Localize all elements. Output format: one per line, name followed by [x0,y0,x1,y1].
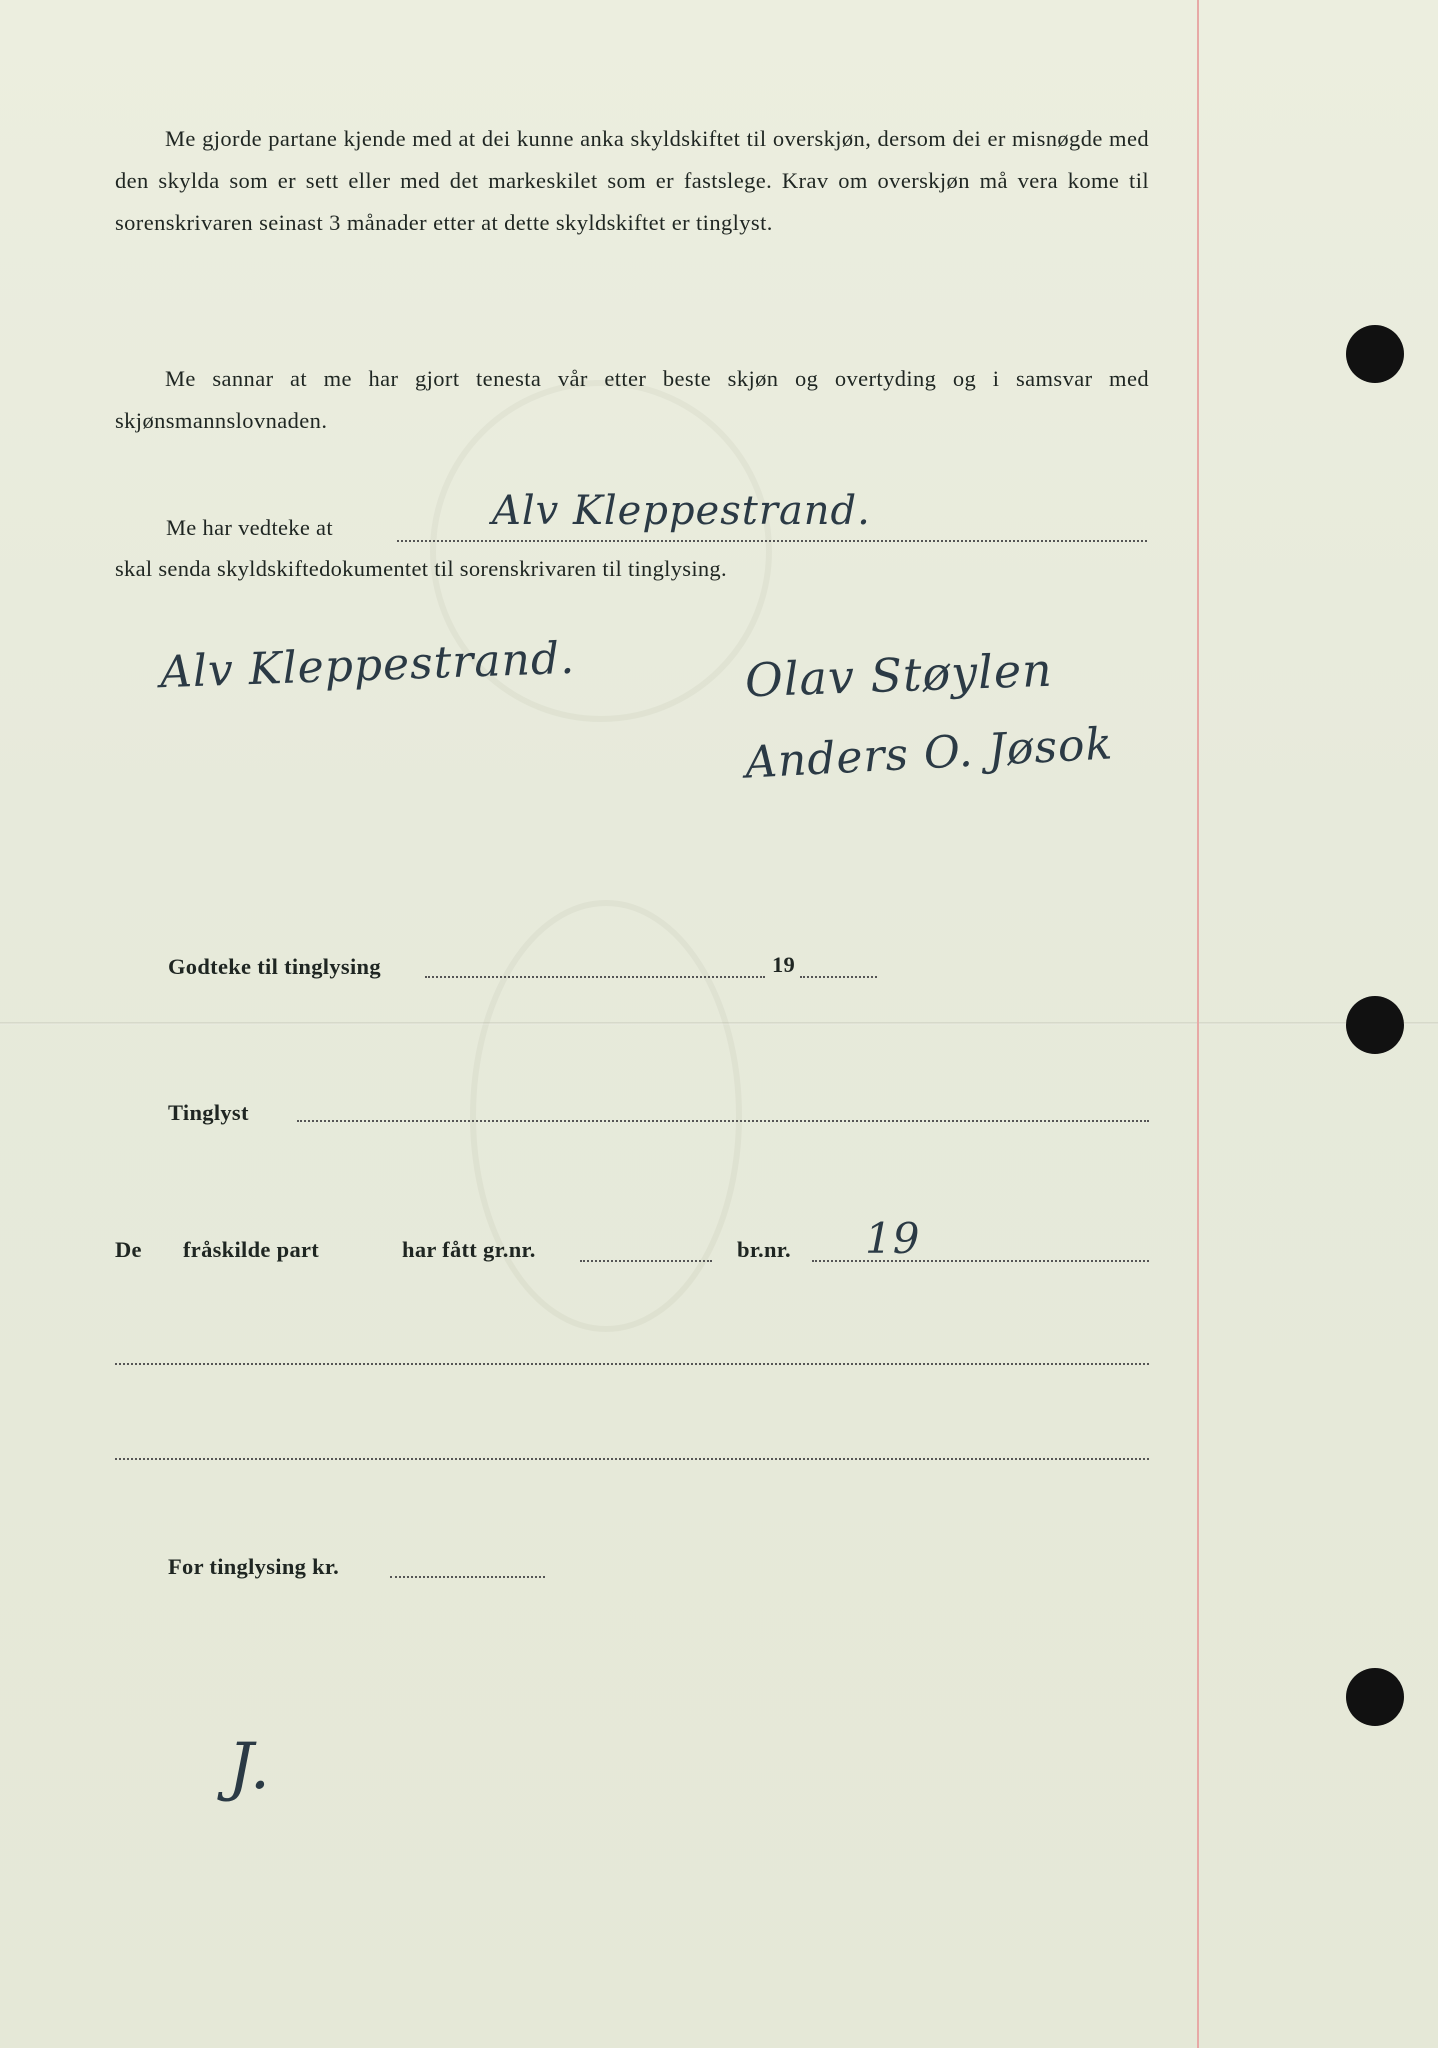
red-margin-line [1197,0,1199,2048]
appeal-notice-text: Me gjorde partane kjende med at dei kunne anka skyldskiftet til overskjøn, dersom dei er misnøgde med den skylda som er sett eller med det markeskilet som er fastslege. Krav om overskjøn må vera kome til sorenskrivaren seinast 3 månader etter at dette skyldskiftet er tinglyst. [115,126,1149,235]
oath-text: Me sannar at me har gjort tenesta vår etter beste skjøn og overtyding og i samsvar med skjønsmannslovnaden. [115,366,1149,433]
punch-hole [1346,1668,1404,1726]
tinglyst-dotted-line [297,1120,1149,1122]
vedteke-dotted-line [397,540,1147,542]
godteke-year: 19 [772,952,796,977]
punch-hole [1346,325,1404,383]
fraskilde-part: fråskilde part [183,1237,320,1262]
fraskilde-har-fatt: har fått gr.nr. [402,1237,536,1262]
signature-alv-kleppestrand: Alv Kleppestrand. [159,632,576,699]
appeal-notice-paragraph [115,118,1149,244]
brnr-handwritten-number: 19 [865,1214,921,1263]
grnr-dotted-line [580,1260,712,1262]
vedteke-label: Me har vedteke at [166,515,333,540]
oath-paragraph [115,358,1149,442]
godteke-label: Godteke til tinglysing [168,954,381,979]
signature-anders-josok: Anders O. Jøsok [743,718,1115,789]
godteke-year-dotted-line [800,976,877,978]
brnr-dotted-line [812,1260,1149,1262]
blank-dotted-line [115,1458,1149,1460]
punch-hole [1346,996,1404,1054]
fortinglysing-dotted-line [390,1576,545,1578]
fortinglysing-label: For tinglysing kr. [168,1554,340,1579]
signature-olav-stoylen: Olav Støylen [744,642,1054,708]
page-fold-line [0,1022,1438,1025]
faint-bleedthrough-stamp [470,900,742,1332]
blank-dotted-line [115,1363,1149,1365]
handwritten-initial: J. [228,1730,272,1804]
tinglyst-label: Tinglyst [168,1100,249,1125]
vedteke-suffix: skal senda skyldskiftedokumentet til sorenskrivaren til tinglysing. [115,556,727,581]
vedteke-handwritten-name: Alv Kleppestrand. [492,488,871,534]
godteke-dotted-line [425,976,765,978]
brnr-label: br.nr. [737,1237,791,1262]
fraskilde-de: De [115,1237,142,1262]
